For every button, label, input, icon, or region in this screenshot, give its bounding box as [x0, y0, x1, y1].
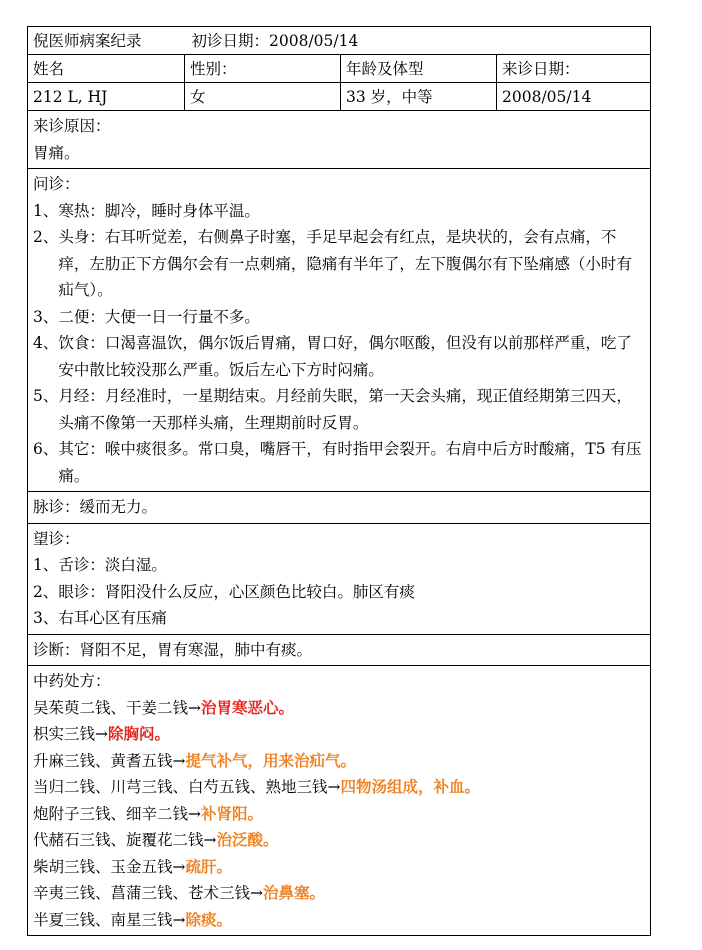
first-visit-date: 初诊日期：2008/05/14	[191, 32, 359, 50]
prescription-effect: 疏肝。	[185, 856, 233, 876]
inquiry-row	[28, 169, 650, 492]
inquiry-item	[33, 304, 646, 331]
prescription-herbs: 炮附子三钱、细辛二钱	[33, 804, 189, 823]
inquiry-item-number: 1、	[33, 201, 59, 220]
title-cell	[28, 27, 650, 54]
prescription-item	[33, 907, 646, 934]
arrow-icon: →	[203, 831, 217, 849]
prescription-row	[28, 666, 650, 935]
observation-line: 2、眼诊：肾阳没什么反应，心区颜色比较白。肺区有痰	[33, 582, 415, 601]
header-name: 姓名	[33, 60, 65, 78]
inquiry-item-number: 4、	[33, 334, 59, 352]
diagnosis-text: 诊断：肾阳不足，胃有寒湿，肺中有痰。	[33, 640, 313, 659]
arrow-icon: →	[188, 698, 202, 717]
prescription-effect: 治胃寒恶心。	[201, 697, 295, 717]
prescription-item	[33, 880, 646, 907]
prescription-item	[33, 748, 646, 775]
observation-line: 3、右耳心区有压痛	[33, 609, 167, 627]
observation-label: 望诊：	[33, 529, 80, 548]
inquiry-item-number: 2、	[33, 228, 59, 246]
arrow-icon: →	[327, 778, 341, 796]
observation-line: 1、舌诊：淡白湿。	[33, 556, 167, 574]
patient-row	[28, 83, 650, 111]
prescription-herbs: 升麻三钱、黄耆五钱	[33, 751, 173, 770]
inquiry-item-number: 5、	[33, 387, 59, 405]
pulse-text: 脉诊：缓而无力。	[33, 498, 158, 516]
observation-row	[28, 524, 650, 635]
header-age-build: 年龄及体型	[340, 55, 496, 82]
prescription-effect: 除胸闷。	[108, 724, 171, 743]
prescription-herbs: 当归二钱、川芎三钱、白芍五钱、熟地三钱	[33, 778, 328, 796]
prescription-herbs: 吴茱萸二钱、干姜二钱	[33, 698, 189, 717]
prescription-item	[33, 827, 646, 854]
prescription-effect: 治泛酸。	[216, 830, 279, 849]
title-row	[28, 27, 650, 55]
inquiry-item-text: 寒热：脚冷，睡时身体平温。	[58, 201, 260, 220]
prescription-item	[33, 854, 646, 881]
inquiry-item-text: 饮食：口渴喜温饮，偶尔饭后胃痛，胃口好，偶尔呕酸，但没有以前那样严重，吃了安中散比较没那么严重。饭后左心下方时闷痛。	[58, 334, 632, 379]
prescription-effect: 补肾阳。	[201, 803, 264, 823]
inquiry-item	[33, 383, 646, 436]
diagnosis-row	[28, 635, 650, 667]
inquiry-item-text: 二便：大便一日一行量不多。	[58, 307, 260, 326]
prescription-label: 中药处方：	[33, 672, 111, 690]
header-sex: 性别：	[184, 55, 340, 82]
header-row	[28, 55, 650, 83]
record-title: 倪医师病案纪录	[33, 32, 142, 50]
arrow-icon: →	[250, 884, 264, 902]
prescription-item	[33, 801, 646, 828]
reason-row	[28, 111, 650, 169]
patient-visit-date: 2008/05/14	[496, 83, 650, 110]
inquiry-item	[33, 330, 646, 383]
inquiry-item-number: 3、	[33, 307, 59, 326]
prescription-herbs: 辛夷三钱、菖蒲三钱、苍术三钱	[33, 884, 251, 902]
inquiry-item	[33, 224, 646, 304]
inquiry-label: 问诊：	[33, 175, 80, 193]
case-record-sheet	[27, 26, 651, 936]
prescription-effect: 治鼻塞。	[263, 883, 326, 902]
prescription-item	[33, 774, 646, 801]
arrow-icon: →	[188, 804, 202, 823]
inquiry-item-text: 月经：月经准时，一星期结束。月经前失眠，第一天会头痛，现正值经期第三四天，头痛不像第一天那样头痛，生理期前时反胃。	[58, 387, 632, 432]
arrow-icon: →	[172, 857, 186, 876]
arrow-icon: →	[172, 751, 186, 770]
prescription-herbs: 柴胡三钱、玉金五钱	[33, 857, 173, 876]
inquiry-item-text: 其它：喉中痰很多。常口臭，嘴唇干，有时指甲会裂开。右肩中后方时酸痛，T5 有压痛。	[58, 440, 642, 485]
inquiry-item	[33, 436, 646, 489]
reason-label: 来诊原因：	[33, 117, 111, 135]
inquiry-item-text: 头身：右耳听觉差，右侧鼻子时塞，手足早起会有红点，是块状的，会有点痛，不痒，左肋正下方偶尔会有一点刺痛，隐痛有半年了，左下腹偶尔有下坠痛感（小时有疝气）。	[58, 228, 632, 299]
pulse-row	[28, 492, 650, 524]
patient-name: 212 L, HJ	[33, 88, 108, 106]
prescription-item	[33, 721, 646, 748]
header-visit-date: 来诊日期：	[496, 55, 650, 82]
prescription-effect: 提气补气，用来治疝气。	[185, 750, 357, 770]
inquiry-item	[33, 198, 646, 225]
prescription-effect: 四物汤组成，补血。	[340, 777, 481, 796]
arrow-icon: →	[95, 725, 109, 743]
prescription-herbs: 代赭石三钱、旋覆花二钱	[33, 831, 204, 849]
prescription-effect: 除痰。	[185, 909, 233, 929]
patient-age-build: 33 岁，中等	[340, 83, 496, 110]
arrow-icon: →	[172, 910, 186, 929]
prescription-herbs: 枳实三钱	[33, 725, 96, 743]
reason-text: 胃痛。	[33, 143, 80, 162]
inquiry-item-number: 6、	[33, 440, 59, 458]
prescription-herbs: 半夏三钱、南星三钱	[33, 910, 173, 929]
patient-sex: 女	[184, 83, 340, 110]
prescription-item	[33, 695, 646, 722]
